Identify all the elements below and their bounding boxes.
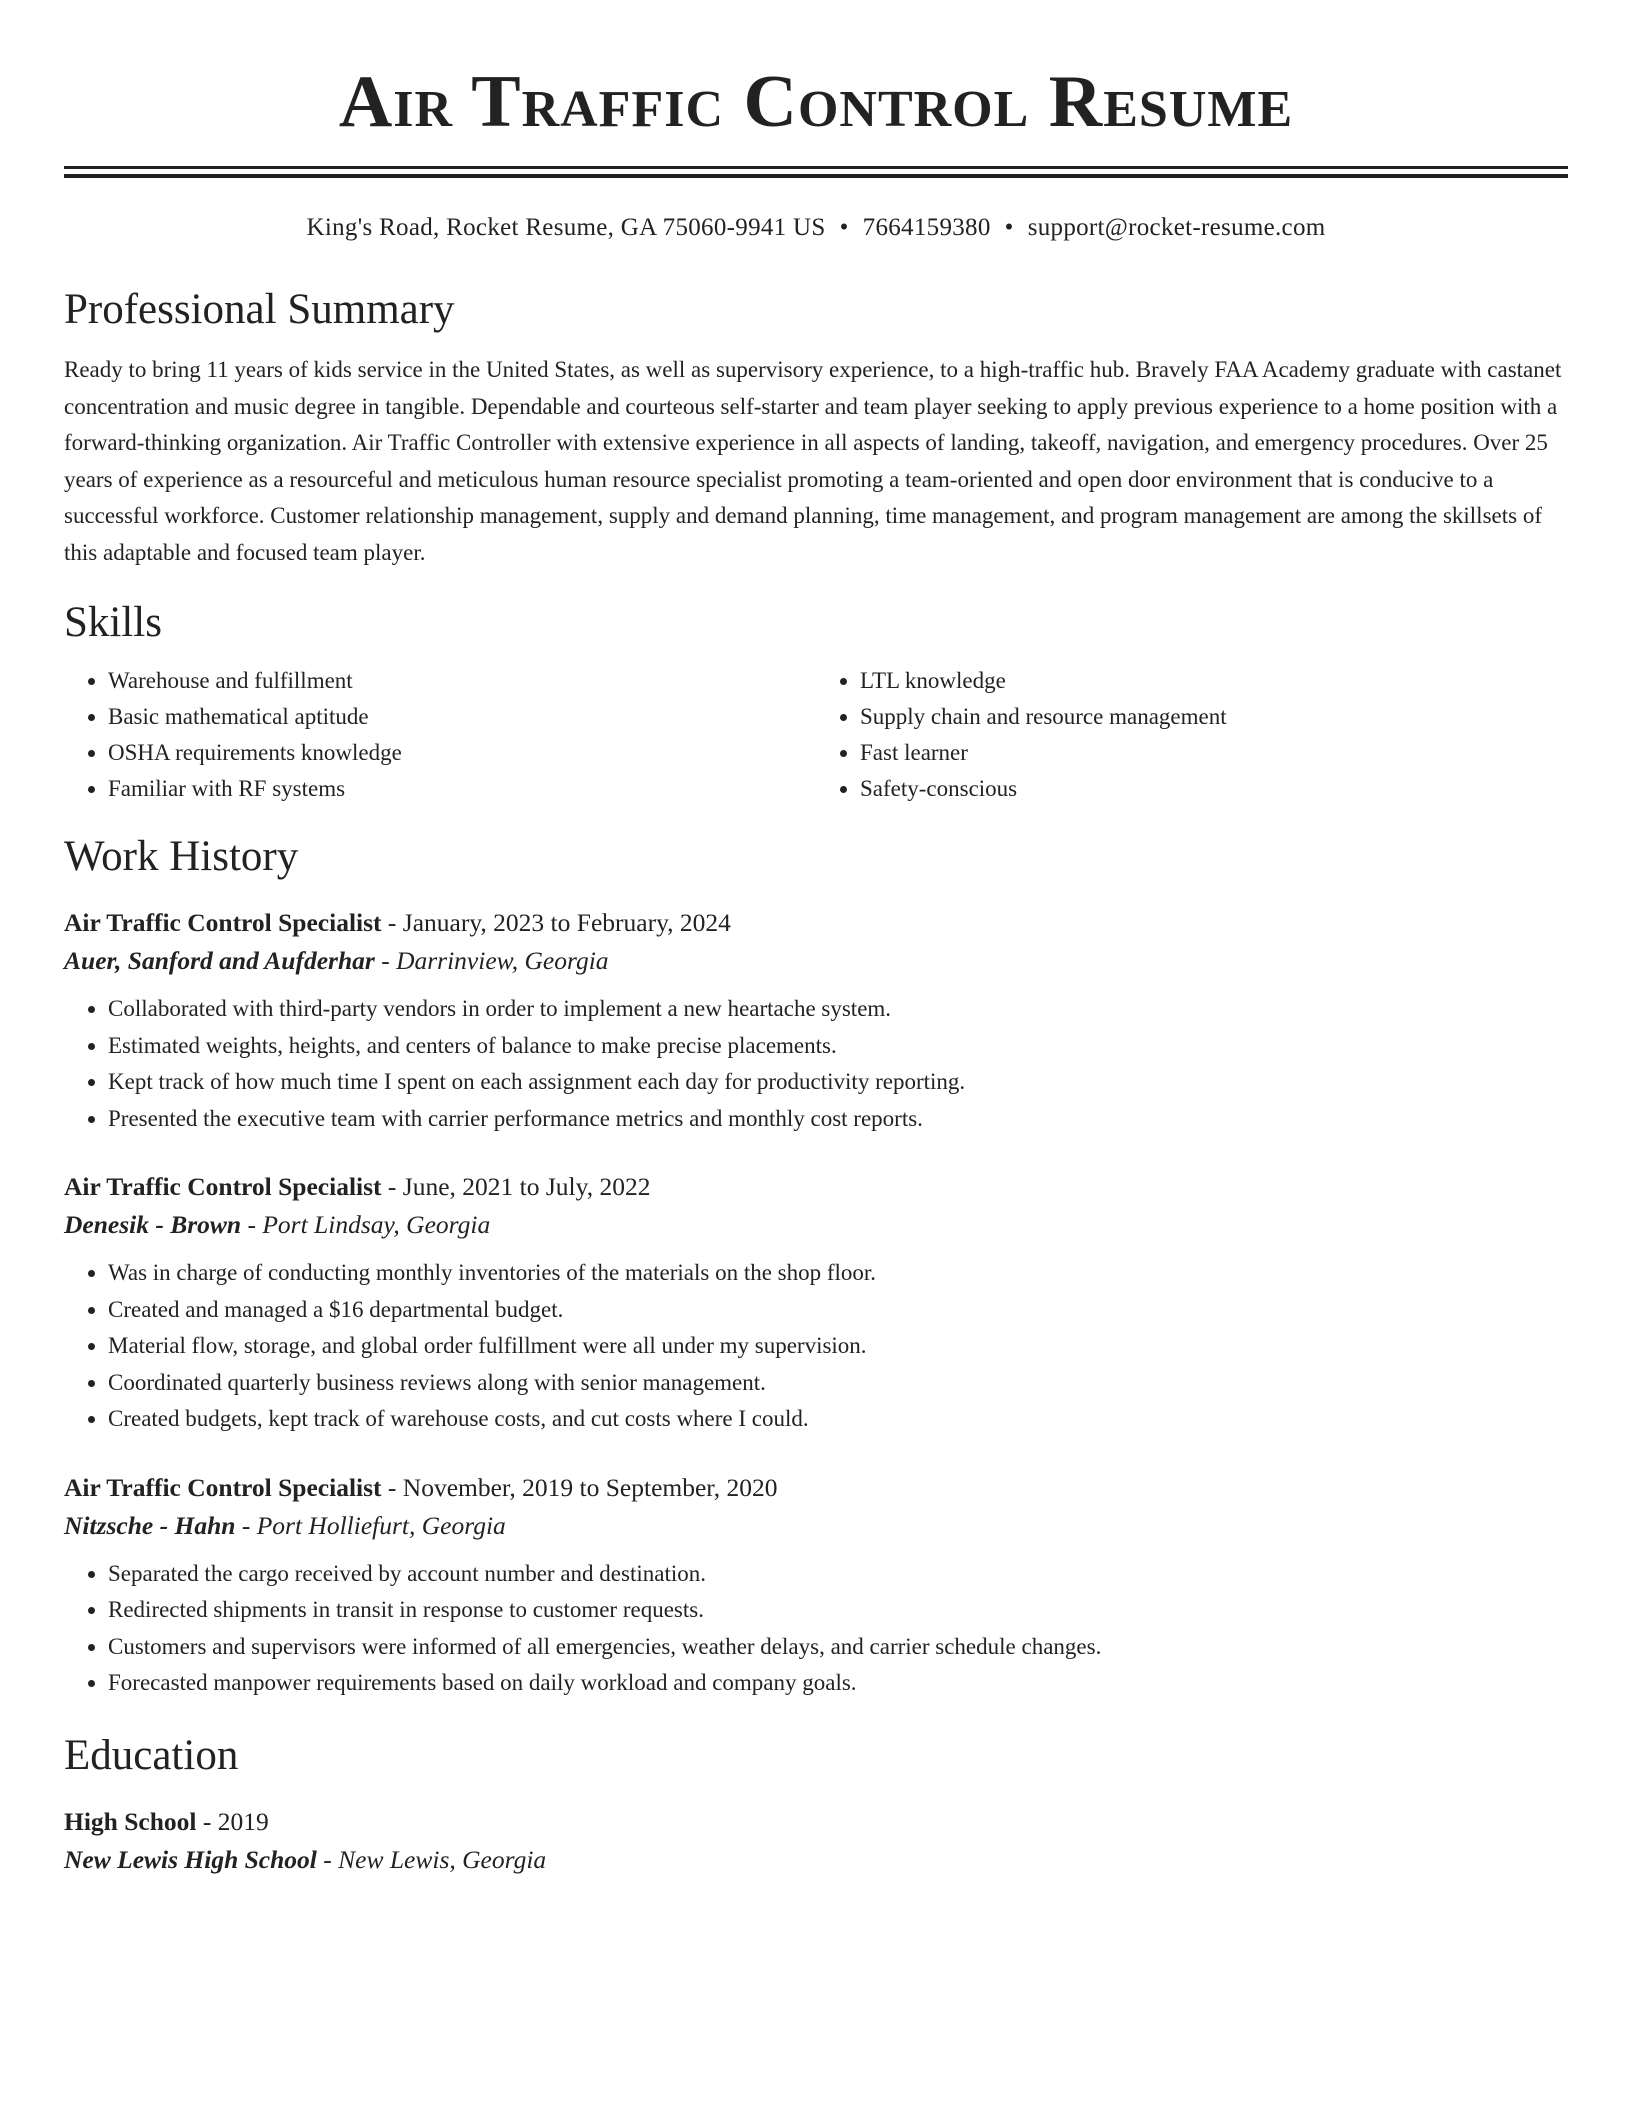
job-bullet: • Created and managed a $16 departmental budget. [108, 1292, 1568, 1329]
job-company: Nitzsche - Hahn [64, 1510, 236, 1540]
job-company: Auer, Sanford and Aufderhar [64, 946, 375, 975]
work-history-heading: Work History [64, 833, 299, 880]
job-entry [64, 905, 1568, 1137]
skill-item: • LTL knowledge [860, 663, 1568, 699]
skills-column-left [64, 663, 816, 807]
contact-separator: • [1004, 214, 1014, 241]
skills-list [64, 663, 1568, 807]
job-bullet: • Was in charge of conducting monthly inventories of the materials on the shop floor. [108, 1255, 1568, 1292]
contact-separator: • [839, 214, 849, 241]
contact-email: support@rocket-resume.com [1027, 214, 1326, 241]
job-dates: - January, 2023 to February, 2024 [381, 908, 731, 937]
job-bullet: • Created budgets, kept track of warehouse costs, and cut costs where I could. [108, 1401, 1568, 1438]
job-bullet: • Separated the cargo received by account number and destination. [108, 1556, 1568, 1593]
education-degree-line [64, 1804, 1568, 1840]
job-bullet: • Redirected shipments in transit in response to customer requests. [108, 1592, 1568, 1629]
job-company-line [64, 1205, 1568, 1245]
education-degree: High School [64, 1806, 197, 1836]
education-school: New Lewis High School [64, 1844, 317, 1874]
education-location: - New Lewis, Georgia [316, 1844, 547, 1874]
education-entry [64, 1804, 1568, 1880]
job-bullet: • Presented the executive team with carrier performance metrics and monthly cost reports. [108, 1101, 1568, 1138]
job-bullet: • Material flow, storage, and global order fulfillment were all under my supervision. [108, 1328, 1568, 1365]
education-school-line [64, 1840, 1568, 1880]
job-company: Denesik - Brown [64, 1210, 242, 1239]
job-bullets [64, 1255, 1568, 1438]
job-bullets [64, 991, 1568, 1137]
skill-item: • Safety-conscious [860, 771, 1568, 807]
education-year: - 2019 [196, 1806, 269, 1836]
title-rule-top [64, 166, 1568, 169]
job-title: Air Traffic Control Specialist [64, 908, 382, 937]
job-title-line [64, 1470, 1568, 1506]
resume-title: Air Traffic Control Resume [338, 61, 1294, 143]
job-bullet: • Estimated weights, heights, and centers of balance to make precise placements. [108, 1028, 1568, 1065]
job-company-line [64, 941, 1568, 981]
title-rule-bottom [64, 174, 1568, 178]
job-entry [64, 1169, 1568, 1438]
skills-heading: Skills [64, 599, 162, 646]
job-title-line [64, 1169, 1568, 1205]
job-bullet: • Forecasted manpower requirements based on daily workload and company goals. [108, 1665, 1568, 1702]
skill-item: • Basic mathematical aptitude [108, 699, 816, 735]
job-dates: - June, 2021 to July, 2022 [381, 1172, 651, 1201]
job-entry [64, 1470, 1568, 1702]
education-heading: Education [64, 1731, 239, 1779]
job-title: Air Traffic Control Specialist [64, 1172, 382, 1201]
skill-item: • Fast learner [860, 735, 1568, 771]
skill-item: • Warehouse and fulfillment [108, 663, 816, 699]
job-title: Air Traffic Control Specialist [64, 1472, 382, 1502]
job-bullet: • Collaborated with third-party vendors in order to implement a new heartache system. [108, 991, 1568, 1028]
job-bullets [64, 1556, 1568, 1702]
job-location: - Port Holliefurt, Georgia [235, 1510, 506, 1540]
skill-item: • OSHA requirements knowledge [108, 735, 816, 771]
contact-phone: 7664159380 [862, 214, 991, 241]
job-bullet: • Kept track of how much time I spent on each assignment each day for productivity reporting. [108, 1064, 1568, 1101]
contact-line [64, 212, 1568, 244]
job-location: - Port Lindsay, Georgia [241, 1210, 491, 1239]
job-location: - Darrinview, Georgia [374, 946, 609, 975]
contact-address: King's Road, Rocket Resume, GA 75060-9941 US [306, 214, 826, 241]
skill-item: • Familiar with RF systems [108, 771, 816, 807]
skill-item: • Supply chain and resource management [860, 699, 1568, 735]
skills-column-right [816, 663, 1568, 807]
job-bullet: • Coordinated quarterly business reviews along with senior management. [108, 1365, 1568, 1402]
summary-text: Ready to bring 11 years of kids service in the United States, as well as supervisory experience, to a high-traffic hub. Bravely FAA Academy graduate with castanet concentration and music degree in tangible. Dependable and courteous self-starter and team player seeking to apply previous experience to a home position with a forward-thinking organization. Air Traffic Controller with extensive experience in all aspects of landing, takeoff, navigation, and emergency procedures. Over 25 years of experience as a resourceful and meticulous human resource specialist promoting a team-oriented and open door environment that is conducive to a successful workforce. Customer relationship management, supply and demand planning, time management, and program management are among the skillsets of this adaptable and focused team player. [64, 357, 1562, 565]
job-company-line [64, 1506, 1568, 1546]
job-title-line [64, 905, 1568, 941]
job-dates: - November, 2019 to September, 2020 [381, 1472, 778, 1502]
job-bullet: • Customers and supervisors were informed of all emergencies, weather delays, and carrier schedule changes. [108, 1629, 1568, 1666]
summary-heading: Professional Summary [64, 286, 455, 333]
